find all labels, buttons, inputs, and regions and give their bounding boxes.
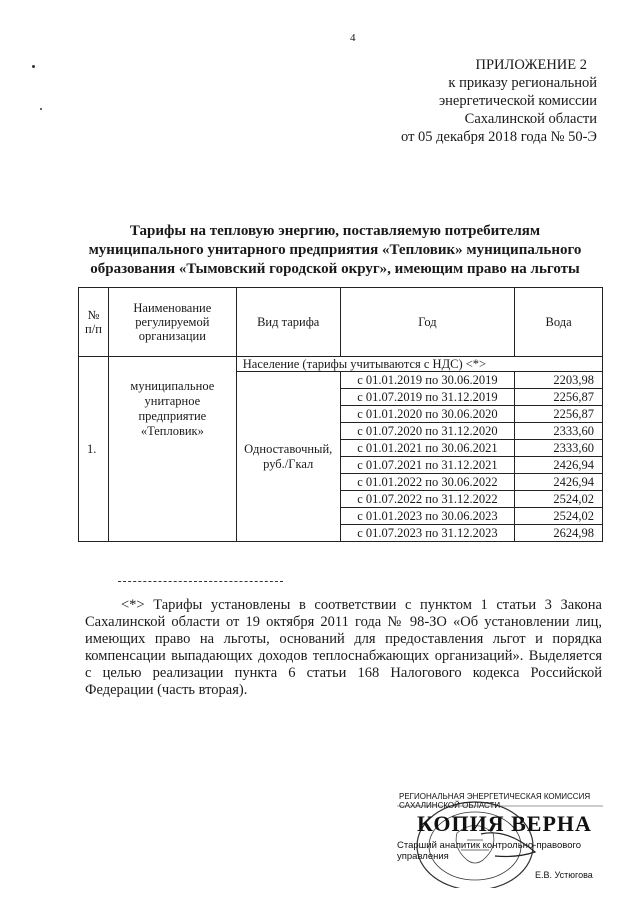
certification-stamp [397,788,603,888]
appendix-line: от 05 декабря 2018 года № 50-Э [401,129,597,145]
appendix-line: Сахалинской области [464,111,597,127]
appendix-line: к приказу региональной [448,75,597,91]
col-header-kind: Вид тарифа [236,288,340,357]
appendix-title: ПРИЛОЖЕНИЕ 2 [475,57,587,73]
table-row [79,357,603,372]
value-cell: 2256,87 [515,406,603,423]
document-title [70,222,600,279]
scan-speck [40,108,42,110]
row-number: 1. [79,357,109,542]
period-cell: с 01.07.2019 по 31.12.2019 [340,389,514,406]
value-cell: 2426,94 [515,474,603,491]
value-cell: 2524,02 [515,508,603,525]
stamp-signer-name: Е.В. Устюгова [535,870,593,880]
value-cell: 2333,60 [515,440,603,457]
tariff-kind: Одноставочный, руб./Гкал [236,372,340,542]
appendix-header [337,56,597,146]
title-line: образования «Тымовский городской округ», имеющим право на льготы [90,261,580,277]
value-cell: 2524,02 [515,491,603,508]
stamp-commission-name: РЕГИОНАЛЬНАЯ ЭНЕРГЕТИЧЕСКАЯ КОМИССИЯ САХАЛИНСКОЙ ОБЛАСТИ [399,792,591,810]
col-header-num: № п/п [79,288,109,357]
footnote-text: <*> Тарифы установлены в соответствии с пунктом 1 статьи 3 Закона Сахалинской области от 19 октября 2011 года № 98-ЗО «Об установлении лиц, имеющих право на льготы, оснований для предоставления льгот и порядка компенсации выпадающих доходов теплоснабжающих организаций». Выделяется с целью реализации пункта 6 статьи 168 Налогового кодекса Российской Федерации (часть вторая). [85,597,602,698]
period-cell: с 01.07.2020 по 31.12.2020 [340,423,514,440]
stamp-signer-role: Старший аналитик контрольно-правового управления [397,840,582,862]
title-line: Тарифы на тепловую энергию, поставляемую потребителям [129,223,541,239]
scan-speck [32,65,35,68]
col-header-water: Вода [515,288,603,357]
period-cell: с 01.07.2022 по 31.12.2022 [340,491,514,508]
col-header-org: Наименование регулируемой организации [108,288,236,357]
period-cell: с 01.01.2023 по 30.06.2023 [340,508,514,525]
consumer-group: Население (тарифы учитываются с НДС) <*> [236,357,602,372]
appendix-line: энергетической комиссии [438,93,597,109]
page-number: 4 [350,32,356,44]
col-header-year: Год [340,288,514,357]
tariff-table [78,287,603,542]
title-line: муниципального унитарного предприятия «Тепловик» муниципального [88,242,582,258]
organization-name: муниципальное унитарное предприятие «Тепловик» [108,357,236,542]
value-cell: 2203,98 [515,372,603,389]
value-cell: 2256,87 [515,389,603,406]
value-cell: 2624,98 [515,525,603,542]
value-cell: 2426,94 [515,457,603,474]
period-cell: с 01.07.2021 по 31.12.2021 [340,457,514,474]
period-cell: с 01.01.2022 по 30.06.2022 [340,474,514,491]
stamp-copy-certified: КОПИЯ ВЕРНА [417,811,592,836]
table-header-row [79,288,603,357]
period-cell: с 01.01.2020 по 30.06.2020 [340,406,514,423]
period-cell: с 01.01.2021 по 30.06.2021 [340,440,514,457]
footnote-divider [118,581,283,582]
period-cell: с 01.01.2019 по 30.06.2019 [340,372,514,389]
period-cell: с 01.07.2023 по 31.12.2023 [340,525,514,542]
value-cell: 2333,60 [515,423,603,440]
